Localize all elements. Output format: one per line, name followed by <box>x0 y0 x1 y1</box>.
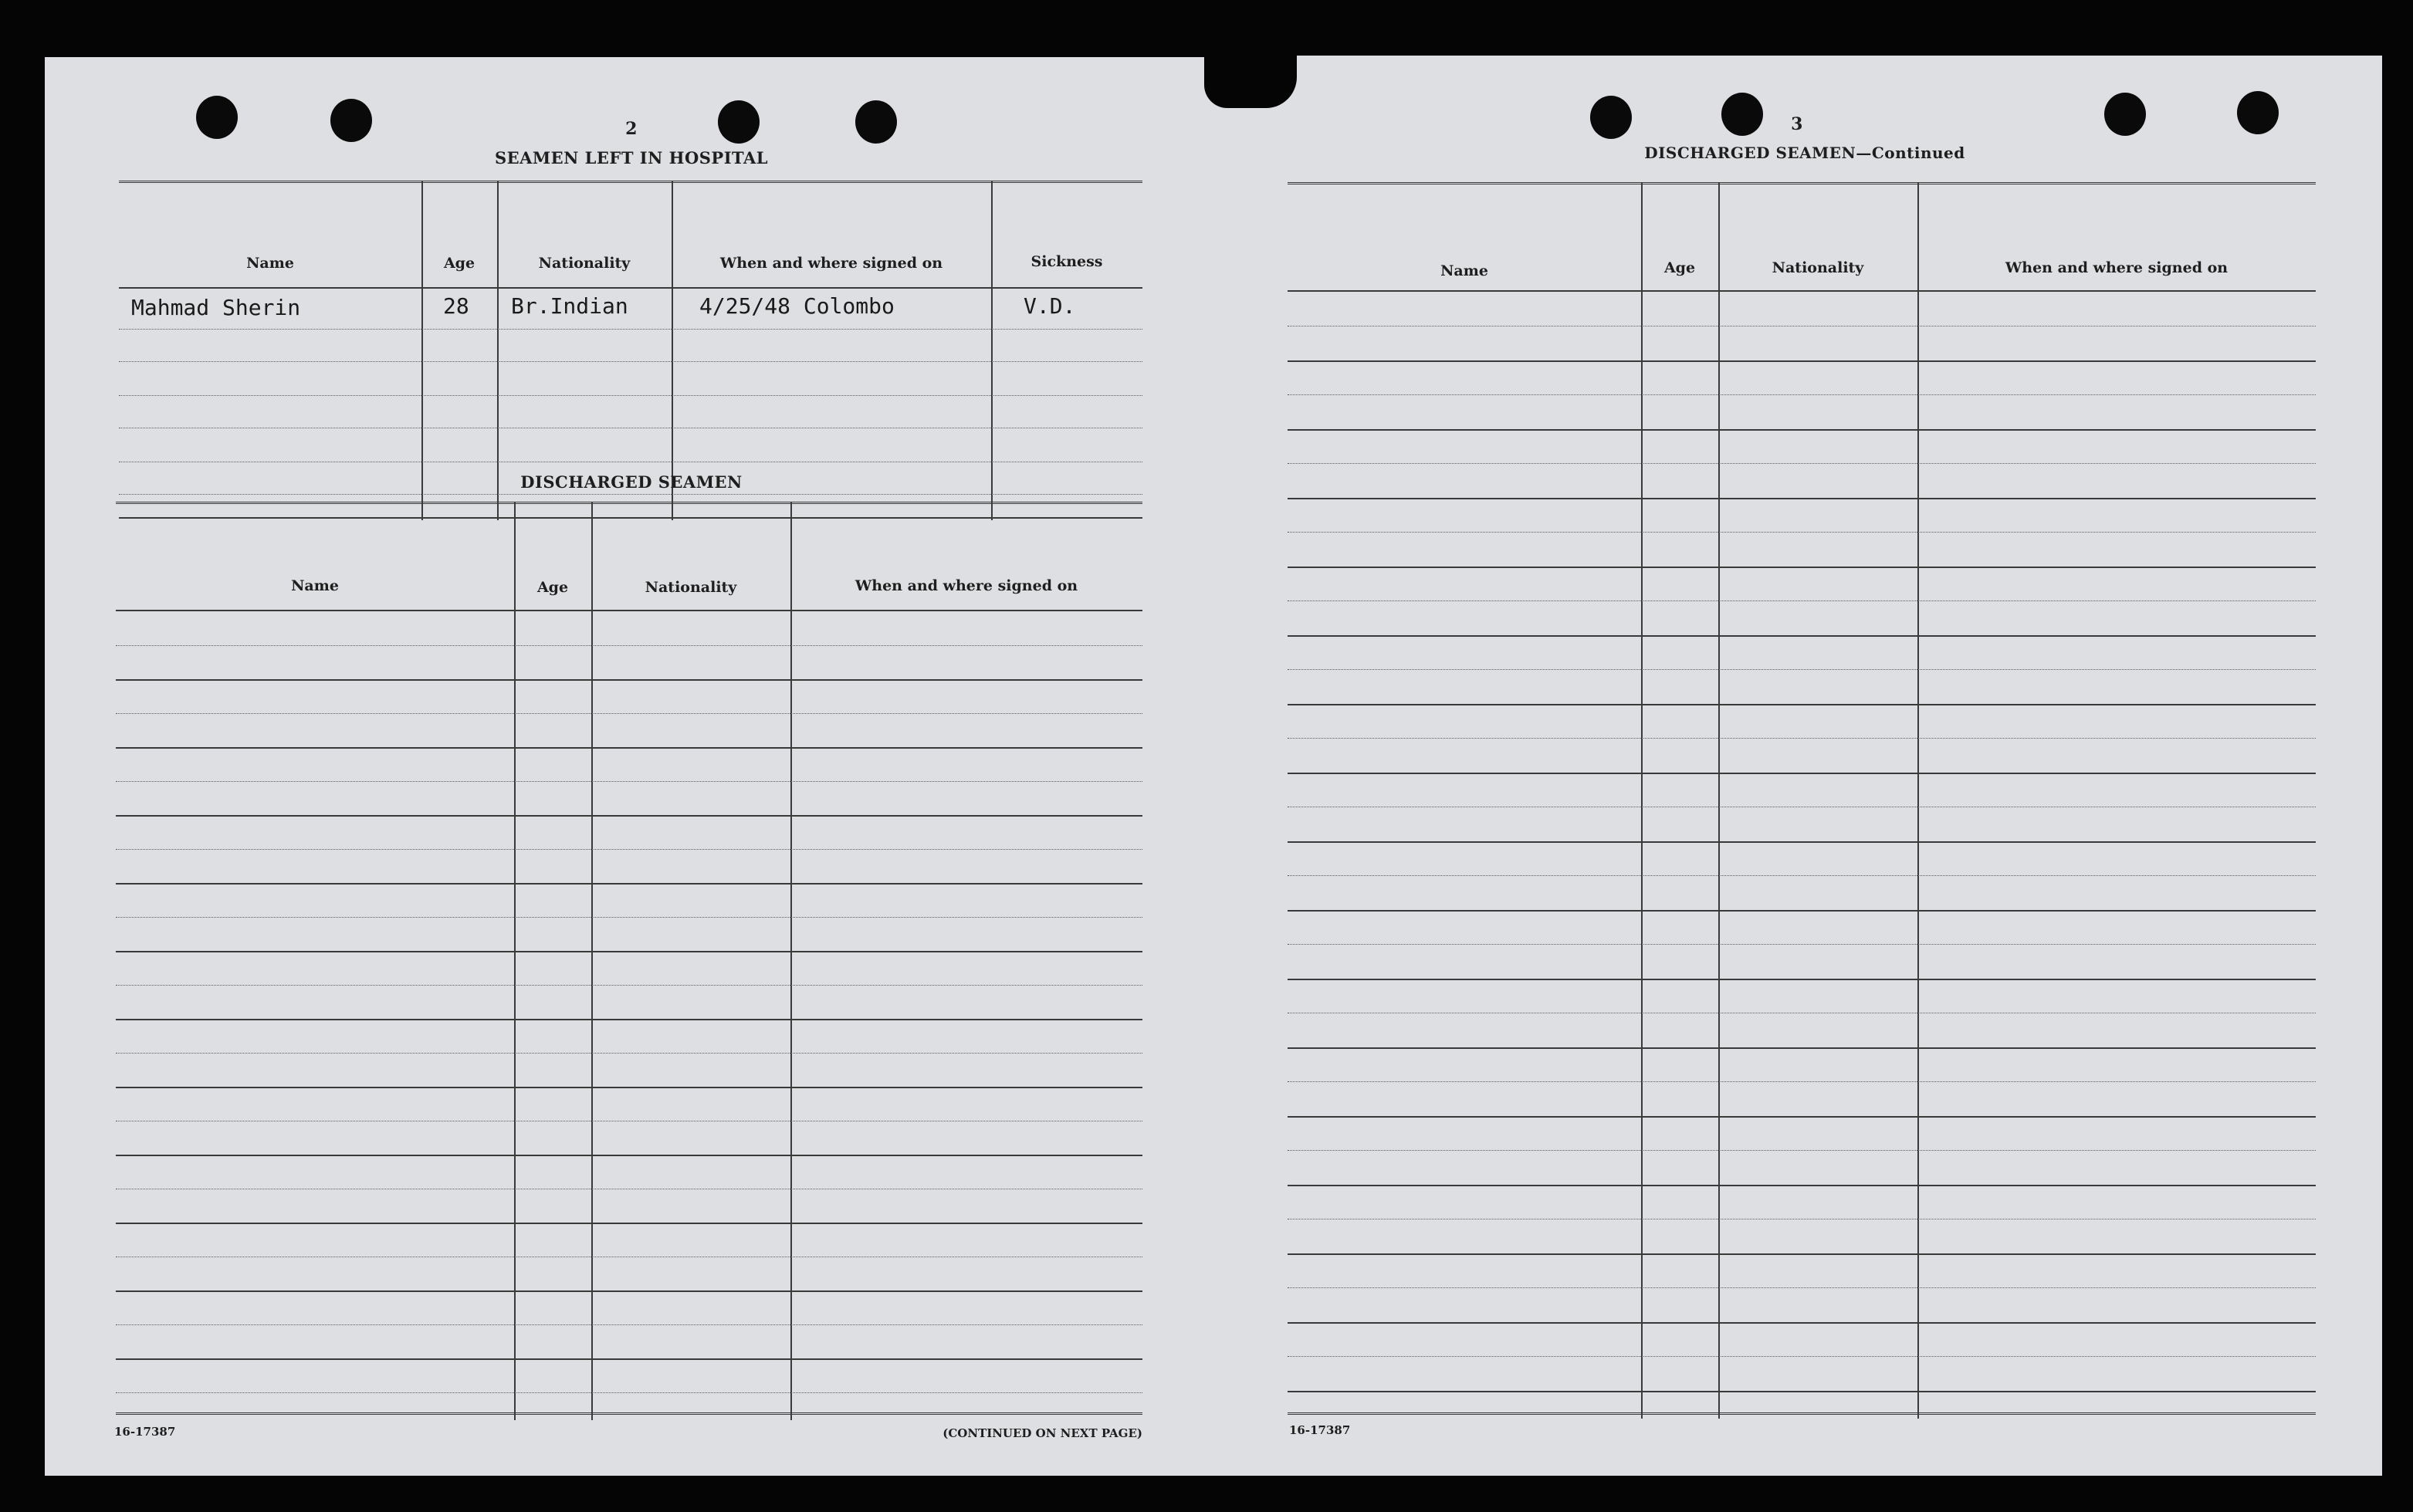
table-row-rule <box>1288 979 2316 980</box>
column-header-sickness: Sickness <box>1031 253 1103 270</box>
hospital-section-title: SEAMEN LEFT IN HOSPITAL <box>494 148 769 167</box>
table-row-rule <box>1288 498 2316 499</box>
hospital-row-nationality: Br.Indian <box>511 293 628 319</box>
hospital-table <box>119 181 1142 520</box>
table-row-rule <box>1288 429 2316 431</box>
column-header-age: Age <box>536 579 569 596</box>
hospital-row-name: Mahmad Sherin <box>131 295 301 320</box>
punch-hole <box>2237 91 2279 134</box>
column-header-nationality: Nationality <box>1772 259 1864 276</box>
hospital-row-sickness: V.D. <box>1024 293 1076 319</box>
table-row-rule <box>116 1087 1142 1088</box>
form-number: 16-17387 <box>1289 1423 1351 1437</box>
punch-hole <box>2104 93 2146 136</box>
column-header-signed-on: When and where signed on <box>855 577 1078 594</box>
table-row-rule <box>116 1324 1142 1325</box>
table-row-rule <box>1288 1287 2316 1288</box>
table-row-rule <box>116 1053 1142 1054</box>
punch-hole <box>718 100 760 144</box>
table-header-rule <box>116 610 1142 611</box>
column-header-age: Age <box>1663 259 1696 276</box>
table-row-rule <box>116 849 1142 850</box>
table-row-rule <box>1288 738 2316 739</box>
table-row-rule <box>116 1290 1142 1292</box>
table-row-rule <box>116 679 1142 681</box>
table-row-rule <box>1288 360 2316 362</box>
table-row-rule <box>1288 394 2316 395</box>
table-row-rule <box>116 645 1142 646</box>
continued-note: (CONTINUED ON NEXT PAGE) <box>943 1426 1142 1440</box>
right-page <box>1241 56 2382 1476</box>
column-header-signed-on: When and where signed on <box>719 255 943 272</box>
table-row-rule <box>116 781 1142 782</box>
punch-hole <box>855 100 897 144</box>
column-header-nationality: Nationality <box>538 255 631 272</box>
table-row-rule <box>1288 704 2316 705</box>
table-row-rule <box>1288 1391 2316 1392</box>
table-bottom-rule <box>116 1412 1142 1418</box>
punch-hole <box>196 96 238 139</box>
table-row-rule <box>1288 910 2316 912</box>
table-row-rule <box>1288 1253 2316 1255</box>
table-row-rule <box>116 747 1142 749</box>
table-row-rule <box>1288 1185 2316 1186</box>
table-row-rule <box>116 1223 1142 1224</box>
punch-hole <box>1590 96 1632 139</box>
discharged-continued-title: DISCHARGED SEAMEN—Continued <box>1644 144 1965 162</box>
page-number: 3 <box>1791 114 1803 134</box>
table-row-rule <box>116 1155 1142 1156</box>
left-page <box>45 57 1241 1476</box>
column-header-name: Name <box>1440 262 1488 279</box>
table-row-rule <box>116 985 1142 986</box>
table-row-rule <box>116 1358 1142 1360</box>
table-row-rule <box>116 917 1142 918</box>
column-header-name: Name <box>291 577 339 594</box>
table-row-rule <box>1288 567 2316 568</box>
table-row-rule <box>1288 773 2316 774</box>
table-row-rule <box>1288 635 2316 637</box>
column-header-nationality: Nationality <box>645 579 737 596</box>
form-number: 16-17387 <box>114 1425 176 1439</box>
torn-edge <box>1204 46 1297 108</box>
table-row-rule <box>1288 841 2316 843</box>
hospital-row-age: 28 <box>443 293 469 319</box>
table-row-rule <box>1288 1047 2316 1049</box>
table-row-rule <box>1288 875 2316 876</box>
page-number: 2 <box>625 119 638 139</box>
table-row-rule <box>1288 1150 2316 1151</box>
discharged-section-title: DISCHARGED SEAMEN <box>520 472 743 492</box>
punch-hole <box>330 99 372 142</box>
column-header-name: Name <box>246 255 294 272</box>
table-row-rule <box>1288 944 2316 945</box>
table-row-rule <box>116 1019 1142 1020</box>
table-row-rule <box>1288 1322 2316 1324</box>
table-row-rule <box>1288 1356 2316 1357</box>
discharged-continued-table <box>1288 182 2316 1419</box>
table-row-rule <box>116 951 1142 952</box>
table-row-rule <box>116 815 1142 817</box>
table-row-rule <box>1288 532 2316 533</box>
column-header-signed-on: When and where signed on <box>2005 259 2229 276</box>
table-bottom-rule <box>1288 1412 2316 1418</box>
table-header-rule <box>1288 290 2316 292</box>
hospital-row-signed-on: 4/25/48 Colombo <box>699 293 895 319</box>
table-row-rule <box>1288 1081 2316 1082</box>
table-row-rule <box>116 713 1142 714</box>
column-header-age: Age <box>443 255 475 272</box>
table-row-rule <box>1288 600 2316 601</box>
discharged-table <box>116 502 1142 1420</box>
table-row-rule <box>116 1392 1142 1393</box>
table-row-rule <box>1288 669 2316 670</box>
table-row-rule <box>1288 463 2316 464</box>
table-row-rule <box>116 883 1142 885</box>
table-row-rule <box>1288 1116 2316 1118</box>
